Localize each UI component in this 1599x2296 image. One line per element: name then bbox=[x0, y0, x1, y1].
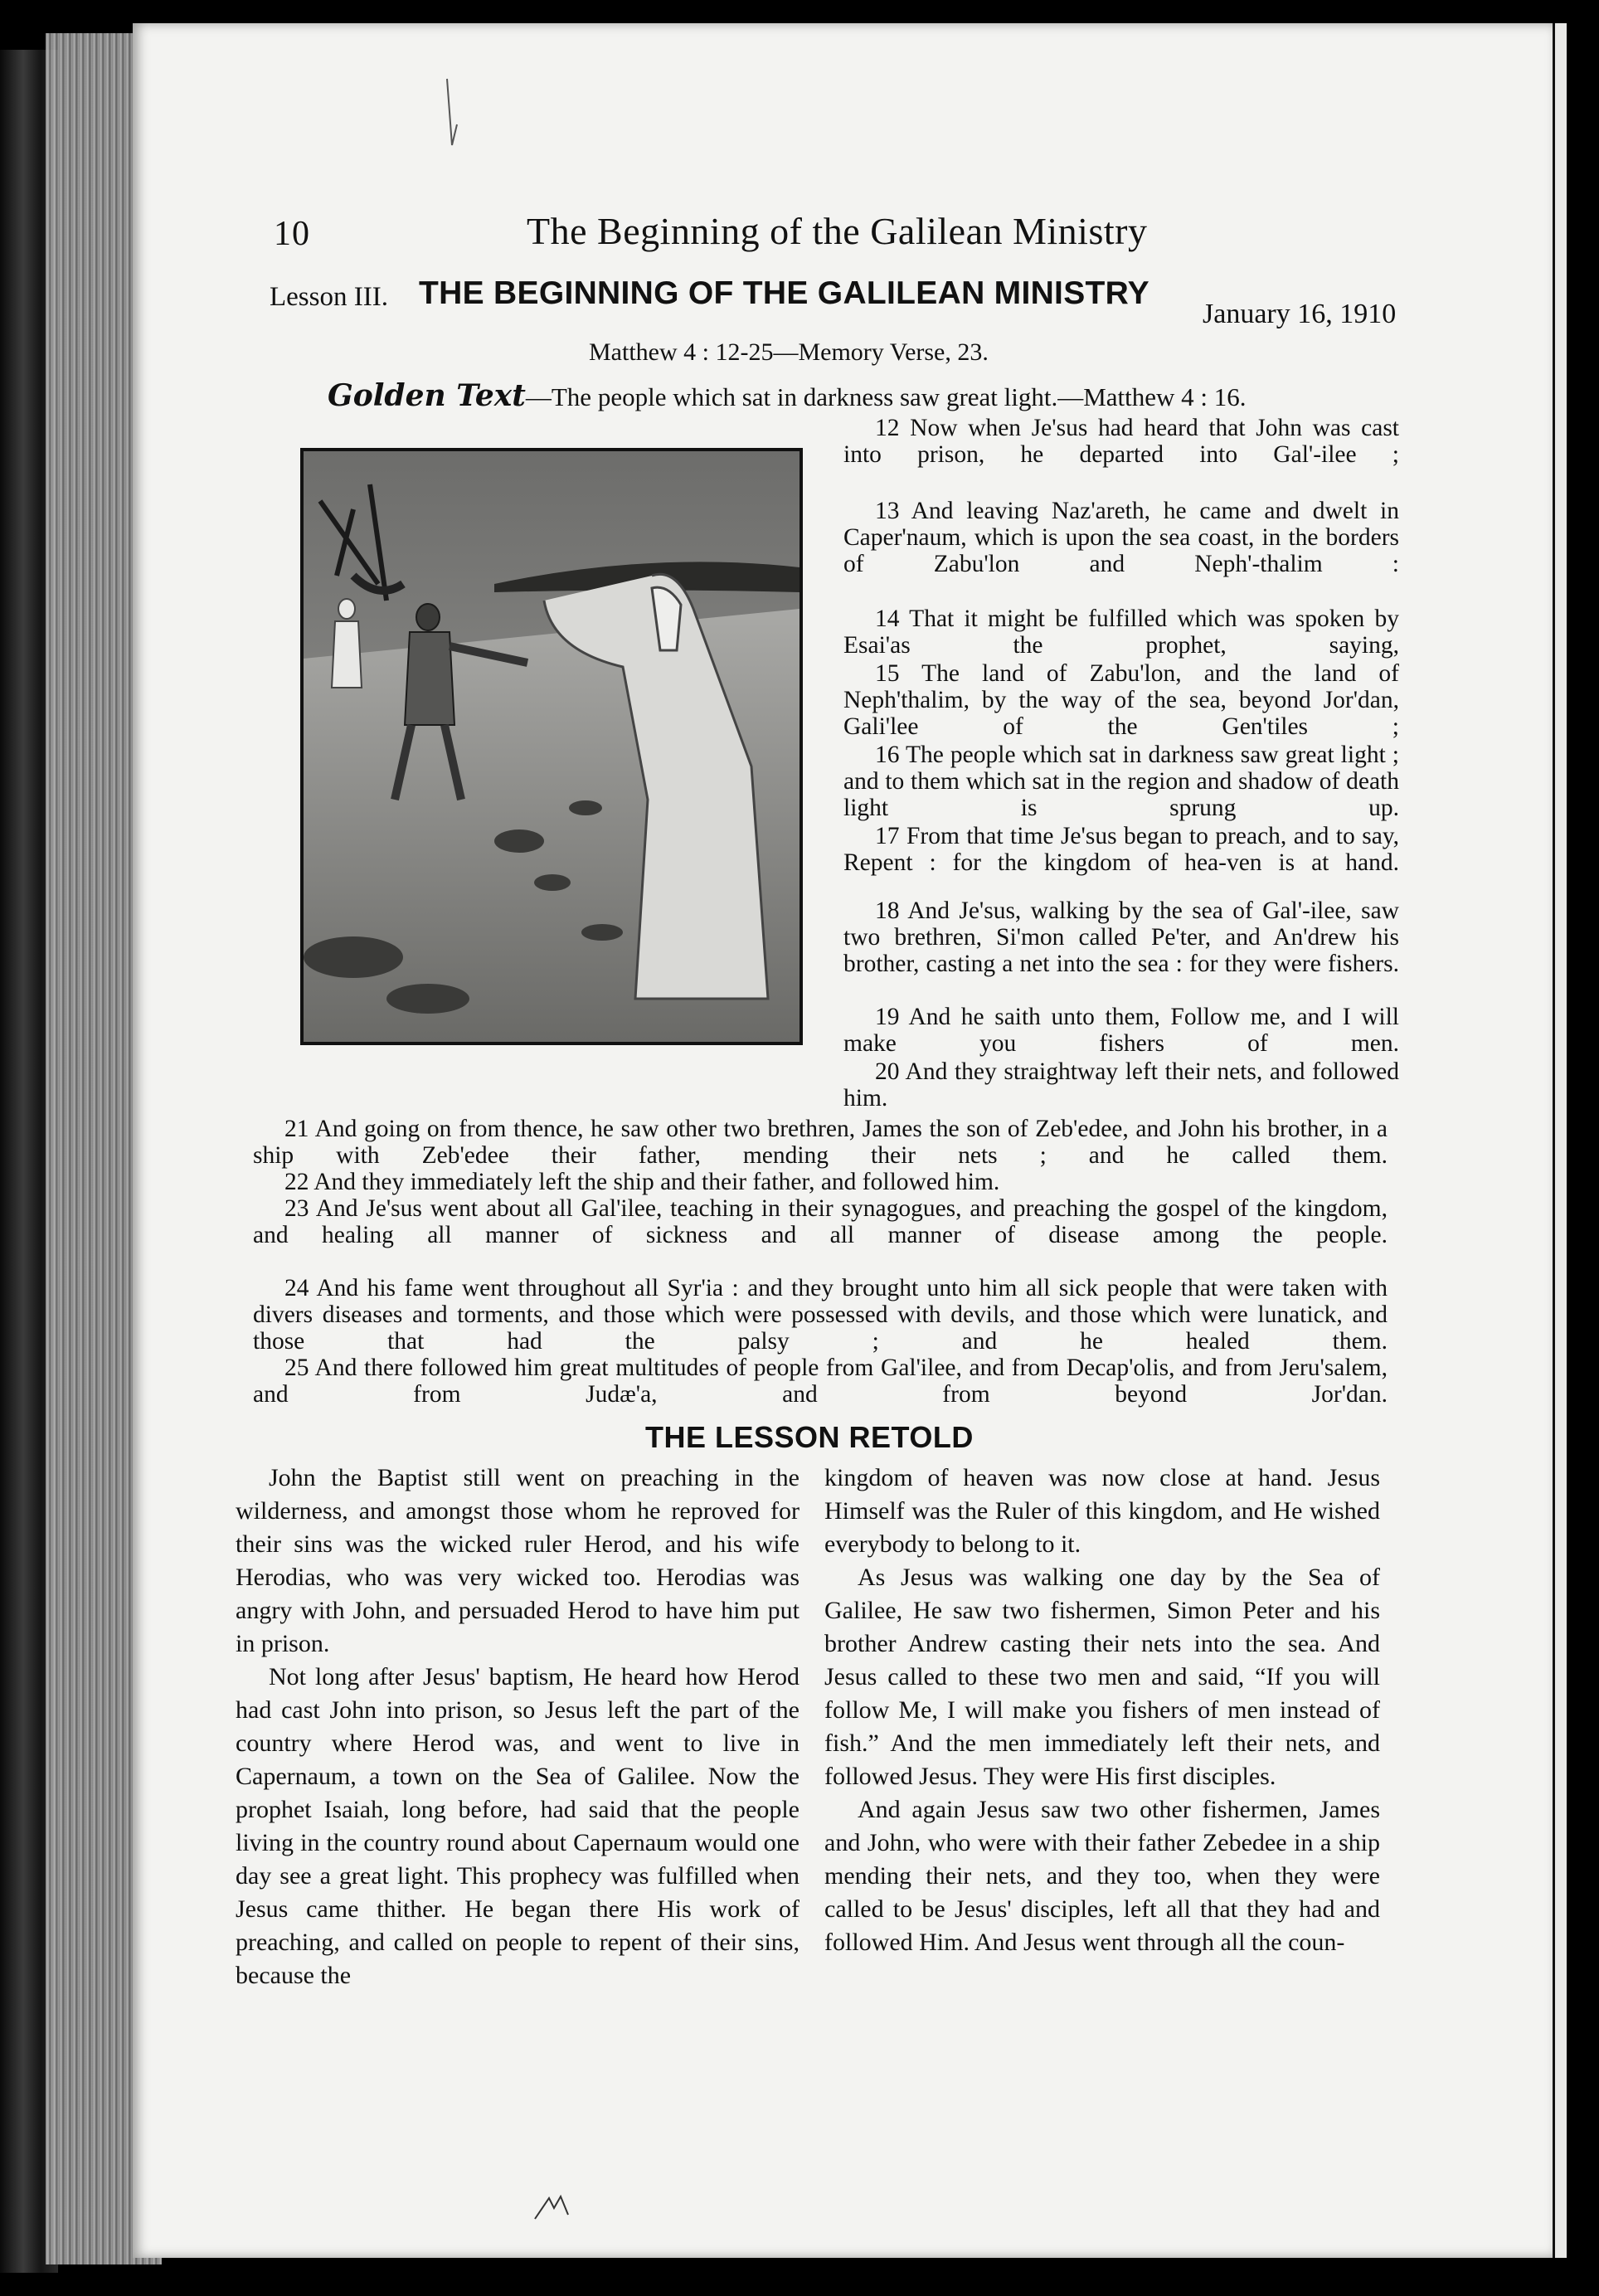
verse-number: 15 bbox=[875, 660, 900, 687]
verse-15 bbox=[843, 660, 1399, 740]
verse-number: 20 bbox=[875, 1058, 900, 1085]
verse-number: 18 bbox=[875, 897, 900, 924]
verse-text: And he saith unto them, Follow me, and I will make you fishers of men. bbox=[843, 1004, 1399, 1057]
verse-22 bbox=[253, 1169, 1388, 1195]
retold-paragraph: Not long after Jesus' baptism, He heard how Herod had cast John into prison, so Jesus left the part of the country where Herod was, and went to live in Capernaum, a town on the Sea of Galilee. Now the prophet Isaiah, long before, had said that the people living in the country round about Capernaum would one day see a great light. This prophecy was fulfilled when Jesus came thither. He began there His work of preaching, and called on people to repent of their sins, because the bbox=[236, 1663, 800, 1989]
verse-number: 16 bbox=[875, 742, 900, 768]
retold-paragraph: kingdom of heaven was now close at hand. Jesus Himself was the Ruler of this kingdom, and He wished everybody to belong to it. bbox=[824, 1464, 1380, 1558]
verse-19 bbox=[843, 1004, 1399, 1057]
verse-text: And Je'sus, walking by the sea of Gal'-ilee, saw two brethren, Si'mon called Pe'ter, and An'drew his brother, casting a net into the sea : for they were fishers. bbox=[843, 897, 1399, 977]
verse-text: Now when Je'sus had heard that John was cast into prison, he departed into Gal'-ilee ; bbox=[843, 415, 1400, 468]
verse-text: And going on from thence, he saw other two brethren, James the son of Zeb'edee, and John his brother, in a ship with Zeb'edee their father, mending their nets ; and he called them. bbox=[253, 1116, 1388, 1169]
verse-number: 22 bbox=[284, 1169, 309, 1195]
verse-text: And his fame went throughout all Syr'ia : and they brought unto him all sick people that were taken with divers diseases and torments, and those which were possessed with devils, and those which were lunatick, and those that had the palsy ; and he healed them. bbox=[253, 1275, 1388, 1355]
verse-text: The land of Zabu'lon, and the land of Neph'thalim, by the way of the sea, beyond Jor'dan, Gali'lee of the Gen'tiles ; bbox=[843, 660, 1399, 740]
lesson-label: Lesson III. bbox=[270, 282, 388, 312]
retold-paragraph: John the Baptist still went on preaching in the wilderness, and amongst those whom he reproved for their sins was the wicked ruler Herod, and his wife Herodias, who was very wicked too. Herodias was angry with John, and persuaded Herod to have him put in prison. bbox=[236, 1464, 800, 1657]
verse-12 bbox=[843, 415, 1399, 468]
verse-17 bbox=[843, 823, 1399, 876]
verse-number: 25 bbox=[284, 1355, 309, 1381]
verse-25 bbox=[253, 1355, 1388, 1408]
ink-mark bbox=[531, 2190, 572, 2223]
retold-paragraph: And again Jesus saw two other fishermen, James and John, who were with their father Zebedee in a ship mending their nets, and they too, when they were called to be Jesus' disciples, left all that they had and followed Him. And Jesus went through all the coun- bbox=[824, 1796, 1380, 1956]
lesson-retold-heading: THE LESSON RETOLD bbox=[645, 1420, 974, 1454]
verse-text: And Je'sus went about all Gal'ilee, teaching in their synagogues, and preaching the gospel of the kingdom, and healing all manner of sickness and all manner of disease among the people. bbox=[253, 1195, 1388, 1248]
verse-number: 13 bbox=[875, 498, 900, 524]
verse-number: 12 bbox=[875, 415, 900, 441]
scripture-reference: Matthew 4 : 12-25—Memory Verse, 23. bbox=[589, 338, 989, 366]
lesson-date: January 16, 1910 bbox=[1203, 299, 1397, 329]
verse-text: From that time Je'sus began to preach, and to say, Repent : for the kingdom of hea-ven is at hand. bbox=[843, 823, 1399, 876]
verse-text: The people which sat in darkness saw great light ; and to them which sat in the region and shadow of death light is sprung up. bbox=[843, 742, 1399, 821]
running-title: The Beginning of the Galilean Ministry bbox=[527, 210, 1148, 252]
verse-number: 24 bbox=[284, 1275, 309, 1301]
verse-text: And they immediately left the ship and their father, and followed him. bbox=[313, 1169, 1000, 1195]
verse-text: And there followed him great multitudes of people from Gal'ilee, and from Decap'olis, and from Jeru'salem, and from Judæ'a, and from beyond Jor'dan. bbox=[253, 1355, 1388, 1408]
verse-14 bbox=[843, 606, 1399, 659]
lesson-title: THE BEGINNING OF THE GALILEAN MINISTRY bbox=[419, 275, 1149, 311]
golden-text bbox=[328, 378, 1247, 413]
verse-text: And they straightway left their nets, and followed him. bbox=[843, 1058, 1400, 1112]
retold-right-column bbox=[824, 1462, 1380, 1959]
verse-21 bbox=[253, 1116, 1388, 1169]
verse-16 bbox=[843, 742, 1399, 821]
retold-paragraph: As Jesus was walking one day by the Sea of Galilee, He saw two fishermen, Simon Peter and his brother Andrew casting their nets into the sea. And Jesus called to these two men and said, “If you will follow Me, I will make you fishers of men instead of fish.” And the men immediately left their nets, and followed Jesus. They were His first disciples. bbox=[824, 1564, 1380, 1790]
retold-left-column bbox=[236, 1462, 800, 1992]
verse-23 bbox=[253, 1195, 1388, 1248]
page-number: 10 bbox=[274, 215, 310, 253]
verse-18 bbox=[843, 897, 1399, 977]
verse-number: 21 bbox=[284, 1116, 309, 1142]
page-right-edge bbox=[1553, 23, 1567, 2258]
verse-number: 17 bbox=[875, 823, 900, 849]
verse-number: 19 bbox=[875, 1004, 900, 1030]
verse-24 bbox=[253, 1275, 1388, 1355]
golden-text-body: —The people which sat in darkness saw great light.—Matthew 4 : 16. bbox=[525, 382, 1247, 411]
golden-text-label: Golden Text bbox=[328, 378, 526, 413]
verse-20 bbox=[843, 1058, 1399, 1112]
verse-13 bbox=[843, 498, 1399, 577]
illustration-drawing bbox=[304, 451, 800, 1042]
lesson-illustration bbox=[300, 448, 803, 1045]
verse-number: 14 bbox=[875, 606, 900, 632]
verse-number: 23 bbox=[284, 1195, 309, 1222]
verse-text: That it might be fulfilled which was spoken by Esai'as the prophet, saying, bbox=[843, 606, 1399, 659]
pencil-mark bbox=[444, 75, 460, 149]
verse-text: And leaving Naz'areth, he came and dwelt in Caper'naum, which is upon the sea coast, in the borders of Zabu'lon and Neph'-thalim : bbox=[843, 498, 1400, 577]
